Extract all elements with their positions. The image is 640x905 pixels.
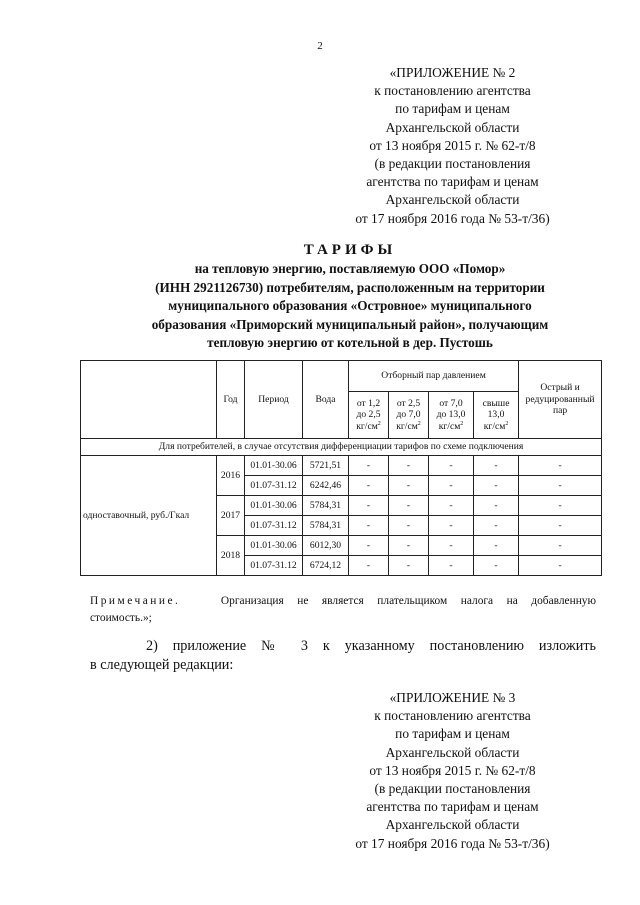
tariffs-subtitle-line: муниципального образования «Островное» муниципального xyxy=(168,298,532,314)
appendix-2-line: от 13 ноября 2015 г. № 62-т/8 xyxy=(369,137,536,153)
footnote-text: Организация не является плательщиком налога на добавленную xyxy=(220,595,596,607)
water-cell: 6724,12 xyxy=(303,556,349,576)
dash-cell: - xyxy=(349,536,389,556)
dash-cell: - xyxy=(349,456,389,476)
dash-cell: - xyxy=(519,516,602,536)
header-year: Год xyxy=(217,361,245,439)
water-cell: 6242,46 xyxy=(303,476,349,496)
year-cell: 2018 xyxy=(217,536,245,576)
header-steam-col xyxy=(349,392,389,439)
header-steam-group: Отборный пар давлением xyxy=(349,361,519,392)
steam-col-unit: $кг/см^2$ xyxy=(356,420,381,432)
steam-col-line: до 2,5 xyxy=(356,409,381,421)
appendix-3-line: «ПРИЛОЖЕНИЕ № 3 xyxy=(389,690,516,705)
paragraph-line: 2) приложение № 3 к указанному постановлению изложить xyxy=(146,638,596,654)
dash-cell: - xyxy=(519,456,602,476)
appendix-2-header xyxy=(330,64,575,228)
dash-cell: - xyxy=(474,496,519,516)
tariffs-title-block xyxy=(60,240,640,353)
appendix-3-line: от 17 ноября 2016 года № 53-т/36) xyxy=(355,835,550,851)
table-header-row xyxy=(81,361,602,392)
appendix-3-line: по тарифам и ценам xyxy=(395,726,510,742)
appendix-3-line: к постановлению агентства xyxy=(374,708,531,724)
appendix-2-line: по тарифам и ценам xyxy=(395,101,510,117)
tariffs-subtitle-line: (ИНН 2921126730) потребителям, расположенным на территории xyxy=(155,279,545,295)
steam-col-line: до 7,0 xyxy=(396,409,421,421)
dash-cell: - xyxy=(429,536,474,556)
dash-cell: - xyxy=(474,536,519,556)
tariffs-subtitle-line: образования «Приморский муниципальный район», получающим xyxy=(151,316,549,332)
dash-cell: - xyxy=(429,516,474,536)
dash-cell: - xyxy=(474,516,519,536)
appendix-2-line: (в редакции постановления xyxy=(374,156,531,172)
steam-col-line: свыше xyxy=(482,397,510,409)
dash-cell: - xyxy=(474,476,519,496)
steam-col-line: от 2,5 xyxy=(396,397,421,409)
appendix-3-line: агентства по тарифам и ценам xyxy=(366,799,539,815)
period-cell: 01.01-30.06 xyxy=(245,456,303,476)
tariffs-title: ТАРИФЫ xyxy=(303,242,397,258)
page-number: 2 xyxy=(317,40,323,52)
tariffs-subtitle-line: тепловую энергию от котельной в дер. Пустошь xyxy=(207,335,493,351)
year-cell: 2016 xyxy=(217,456,245,496)
tariffs-subtitle-line: на тепловую энергию, поставляемую ООО «Помор» xyxy=(194,261,506,276)
header-water: Вода xyxy=(303,361,349,439)
dash-cell: - xyxy=(389,536,429,556)
dash-cell: - xyxy=(429,496,474,516)
dash-cell: - xyxy=(519,556,602,576)
water-cell: 6012,30 xyxy=(303,536,349,556)
dash-cell: - xyxy=(519,476,602,496)
table-note-row xyxy=(81,439,602,456)
appendix-2-line: «ПРИЛОЖЕНИЕ № 2 xyxy=(389,65,516,80)
dash-cell: - xyxy=(429,476,474,496)
header-steam-col xyxy=(389,392,429,439)
appendix-2-line: Архангельской области xyxy=(385,119,520,135)
appendix-2-line: от 17 ноября 2016 года № 53-т/36) xyxy=(355,210,550,226)
dash-cell: - xyxy=(349,476,389,496)
appendix-2-line: к постановлению агентства xyxy=(374,83,531,99)
table-note-cell: Для потребителей, в случае отсутствия дифференциации тарифов по схеме подключения xyxy=(81,439,602,456)
appendix-3-line: от 13 ноября 2015 г. № 62-т/8 xyxy=(369,762,536,778)
dash-cell: - xyxy=(349,496,389,516)
dash-cell: - xyxy=(389,556,429,576)
dash-cell: - xyxy=(429,456,474,476)
steam-col-unit: $кг/см^2$ xyxy=(438,420,464,432)
header-steam-col xyxy=(429,392,474,439)
steam-col-line: до 13,0 xyxy=(436,409,466,421)
appendix-3-line: Архангельской области xyxy=(385,817,520,833)
header-period: Период xyxy=(245,361,303,439)
dash-cell: - xyxy=(474,556,519,576)
dash-cell: - xyxy=(474,456,519,476)
period-cell: 01.07-31.12 xyxy=(245,476,303,496)
appendix-3-header xyxy=(330,689,575,853)
year-cell: 2017 xyxy=(217,496,245,536)
period-cell: 01.01-30.06 xyxy=(245,496,303,516)
steam-col-unit: $кг/см^2$ xyxy=(396,420,421,432)
footnote-text-cont: стоимость.»; xyxy=(90,612,152,624)
period-cell: 01.07-31.12 xyxy=(245,556,303,576)
period-cell: 01.07-31.12 xyxy=(245,516,303,536)
appendix-2-line: агентства по тарифам и ценам xyxy=(366,174,539,190)
table-row xyxy=(81,456,602,476)
steam-col-line: от 7,0 xyxy=(439,397,463,409)
dash-cell: - xyxy=(389,516,429,536)
dash-cell: - xyxy=(389,456,429,476)
steam-col-line: от 1,2 xyxy=(356,397,381,409)
period-cell: 01.01-30.06 xyxy=(245,536,303,556)
dash-cell: - xyxy=(349,556,389,576)
row-label: одноставочный, руб./Гкал xyxy=(81,456,217,576)
steam-col-line: 13,0 xyxy=(487,409,505,421)
table-footnote xyxy=(90,593,596,627)
water-cell: 5784,31 xyxy=(303,496,349,516)
dash-cell: - xyxy=(349,516,389,536)
dash-cell: - xyxy=(429,556,474,576)
amendment-paragraph xyxy=(90,637,596,675)
paragraph-line: в следующей редакции: xyxy=(90,657,234,673)
dash-cell: - xyxy=(519,496,602,516)
header-steam-col xyxy=(474,392,519,439)
dash-cell: - xyxy=(389,476,429,496)
water-cell: 5721,51 xyxy=(303,456,349,476)
appendix-2-line: Архангельской области xyxy=(385,192,520,208)
header-empty-cell xyxy=(81,361,217,439)
footnote-label: Примечание. xyxy=(90,595,181,607)
water-cell: 5784,31 xyxy=(303,516,349,536)
steam-col-unit: $кг/см^2$ xyxy=(483,420,509,432)
tariffs-table xyxy=(80,360,602,576)
dash-cell: - xyxy=(519,536,602,556)
dash-cell: - xyxy=(389,496,429,516)
header-sharp-steam: Острый и редуцированный пар xyxy=(519,361,602,439)
appendix-3-line: (в редакции постановления xyxy=(374,781,531,797)
appendix-3-line: Архангельской области xyxy=(385,744,520,760)
